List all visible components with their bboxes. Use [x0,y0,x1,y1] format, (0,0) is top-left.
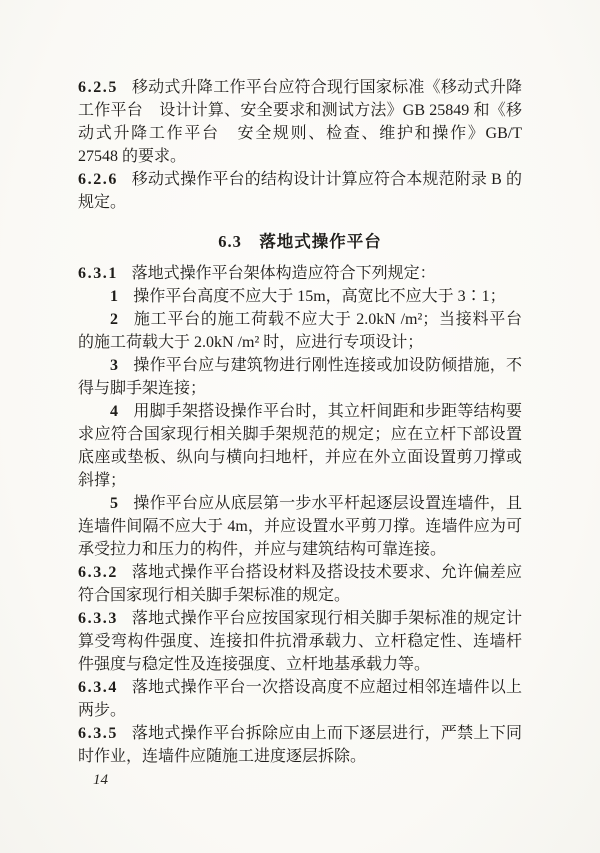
clause-text: 落地式操作平台架体构造应符合下列规定： [131,265,436,282]
item-text: 操作平台应从底层第一步水平杆起逐层设置连墙件，且连墙件间隔不应大于 4m，并应设置水平剪刀撑。连墙件应为可承受拉力和压力的构件，并应与建筑结构可靠连接。 [78,495,522,558]
item-number: 1 [110,288,118,305]
list-item-5 [78,492,522,561]
clause-text: 落地式操作平台搭设材料及搭设技术要求、允许偏差应符合国家现行相关脚手架标准的规定。 [78,564,522,604]
clause-number: 6.2.5 [78,79,118,96]
clause-6-2-6 [78,168,522,214]
clause-text: 落地式操作平台应按国家现行相关脚手架标准的规定计算受弯构件强度、连接扣件抗滑承载力、立杆稳定性、连墙杆件强度与稳定性及连接强度、立杆地基承载力等。 [78,610,522,673]
clause-number: 6.2.6 [78,171,118,188]
clause-6-3-1 [78,262,522,285]
item-text: 操作平台高度不应大于 15m，高宽比不应大于 3∶1； [133,288,506,305]
item-number: 2 [110,311,118,328]
clause-text: 落地式操作平台拆除应由上而下逐层进行，严禁上下同时作业，连墙件应随施工进度逐层拆除。 [78,725,522,765]
clause-6-3-2 [78,561,522,607]
section-heading-6-3: 6.3 落地式操作平台 [218,232,382,251]
item-text: 操作平台应与建筑物进行刚性连接或加设防倾措施，不得与脚手架连接； [78,357,522,397]
item-number: 3 [110,357,118,374]
clause-number: 6.3.4 [78,679,118,696]
clause-6-3-3 [78,607,522,676]
list-item-1 [78,285,522,308]
clause-6-2-5 [78,76,522,168]
clause-text: 移动式升降工作平台应符合现行国家标准《移动式升降工作平台 设计计算、安全要求和测试方法》GB 25849 和《移动式升降工作平台 安全规则、检查、维护和操作》GB/T 27548 的要求。 [78,79,522,165]
item-number: 5 [110,495,118,512]
clause-text: 移动式操作平台的结构设计计算应符合本规范附录 B 的规定。 [78,171,522,211]
list-item-3 [78,354,522,400]
clause-number: 6.3.1 [78,265,118,282]
clause-number: 6.3.2 [78,564,118,581]
clause-number: 6.3.3 [78,610,118,627]
page-number: 14 [93,772,108,788]
list-item-4 [78,400,522,492]
item-text: 施工平台的施工荷载不应大于 2.0kN /m²；当接料平台的施工荷载大于 2.0kN /m² 时，应进行专项设计； [78,311,522,351]
clause-6-3-4 [78,676,522,722]
clause-number: 6.3.5 [78,725,118,742]
item-text: 用脚手架搭设操作平台时，其立杆间距和步距等结构要求应符合国家现行相关脚手架规范的规定；应在立杆下部设置底座或垫板、纵向与横向扫地杆，并应在外立面设置剪刀撑或斜撑； [78,403,522,489]
clause-text: 落地式操作平台一次搭设高度不应超过相邻连墙件以上两步。 [78,679,522,719]
document-body [78,76,522,768]
clause-6-3-5 [78,722,522,768]
item-number: 4 [110,403,118,420]
list-item-2 [78,308,522,354]
